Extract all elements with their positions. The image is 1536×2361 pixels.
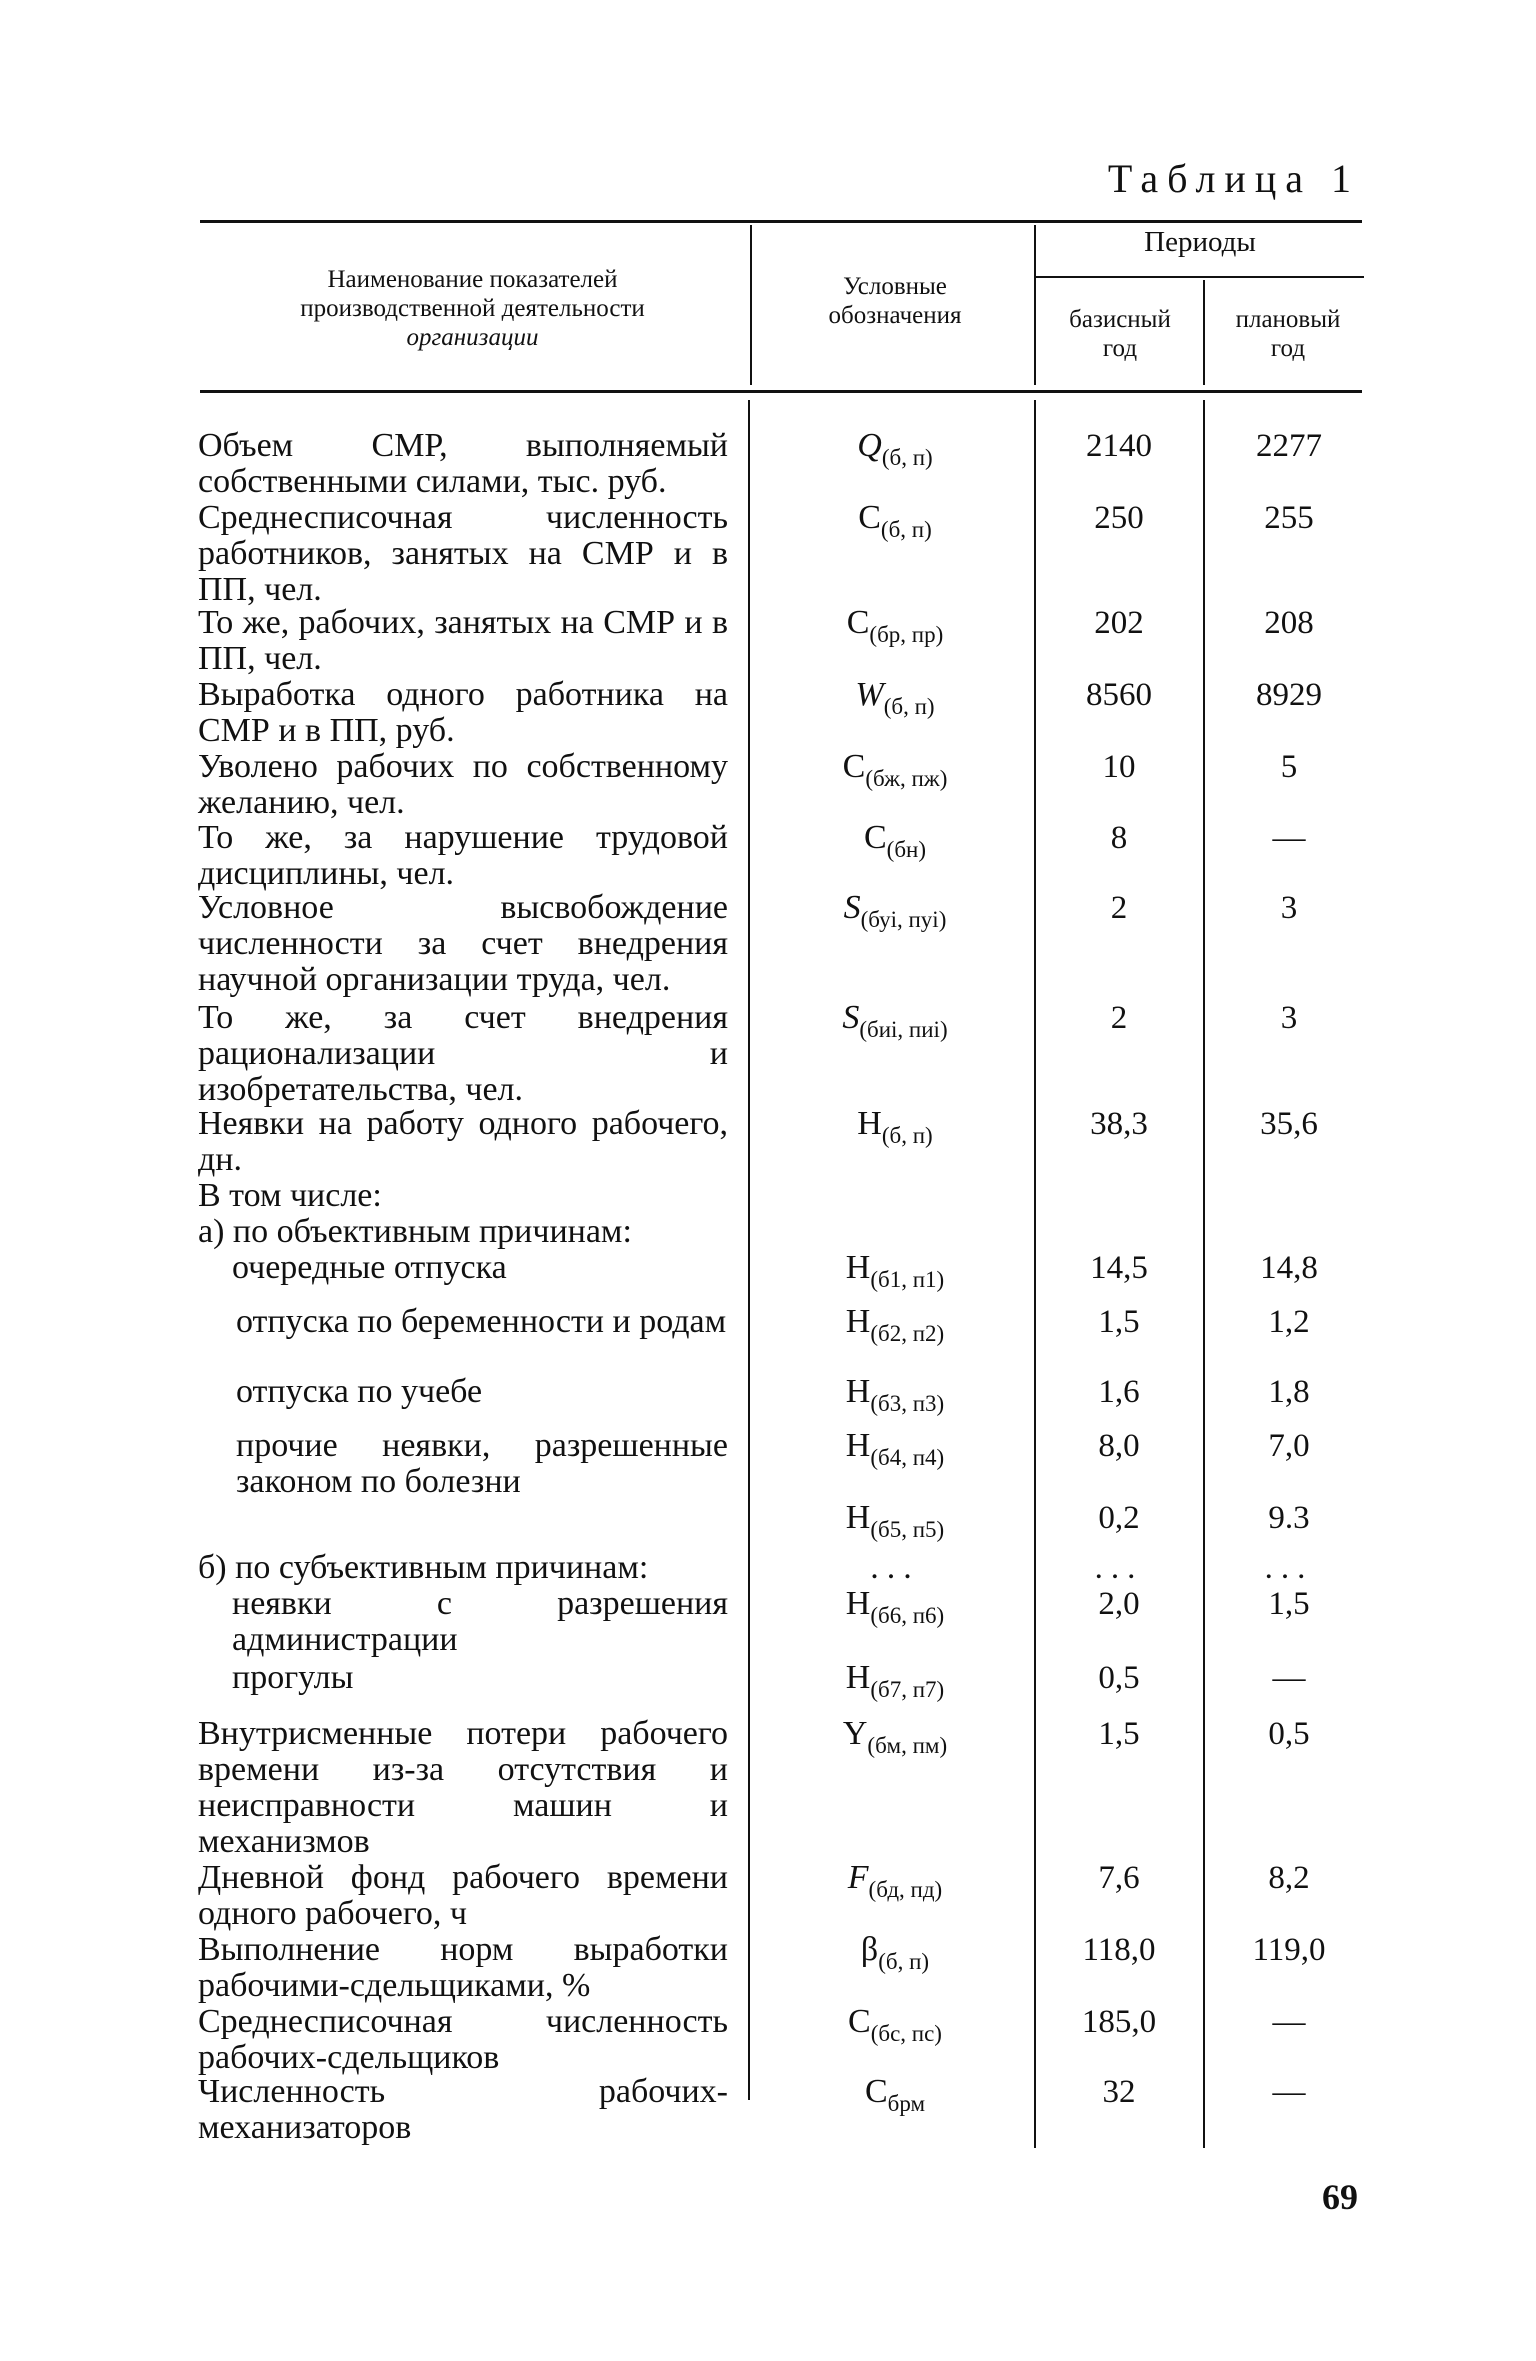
header-plan-year — [1208, 305, 1368, 363]
row-symbol — [760, 2074, 1030, 2122]
row-indicator-name: Выполнение норм выработки рабочими-сдельщиками, % — [198, 1931, 728, 2004]
symbol-letter: С — [863, 819, 887, 856]
row-plan-value: 119,0 — [1252, 1932, 1326, 1968]
row-base-value: 1,5 — [1098, 1304, 1140, 1340]
header-symbols-line-1: Условные — [843, 273, 947, 300]
row-indicator-name: То же, за счет внедрения рационализации и изобретательства, чел. — [198, 999, 728, 1108]
row-indicator-name: Среднесписочная численность рабочих-сдельщиков — [198, 2003, 728, 2076]
row-symbol — [760, 677, 1030, 725]
base-ellipsis: ... — [1094, 1550, 1144, 1586]
header-plan-line-2: год — [1270, 335, 1306, 362]
row-indicator-name: Дневной фонд рабочего времени одного рабочего, ч — [198, 1859, 728, 1932]
symbol-subscript: (бс, пс) — [870, 2021, 942, 2046]
header-name-line-3: организации — [406, 324, 539, 351]
symbol-subscript: (буi, пуi) — [860, 907, 947, 932]
row-indicator-name: То же, за нарушение трудовой дисциплины, чел. — [198, 819, 728, 892]
row-symbol — [760, 1304, 1030, 1352]
symbol-letter: С — [842, 748, 866, 785]
symbol-subscript: (бж, пж) — [865, 766, 948, 791]
row-base-value: 2 — [1110, 1000, 1128, 1036]
symbol-letter: С — [846, 604, 870, 641]
symbol-letter: С — [858, 499, 881, 536]
header-periods: Периоды — [1144, 226, 1256, 258]
row-plan-value: — — [1272, 820, 1306, 856]
row-indicator-name: Условное высвобождение численности за счет внедрения научной организации труда, чел. — [198, 889, 728, 998]
row-symbol — [760, 1932, 1030, 1980]
symbol-subscript: (б7, п7) — [870, 1677, 945, 1702]
row-section-label: В том числе: — [198, 1177, 382, 1214]
row-indicator-name: Выработка одного работника на СМР и в ПП, руб. — [198, 676, 728, 749]
row-base-value: 118,0 — [1082, 1932, 1156, 1968]
symbol-letter: Н — [845, 1585, 871, 1622]
row-symbol — [760, 1106, 1030, 1154]
row-symbol — [760, 1000, 1030, 1048]
symbol-subscript: брм — [887, 2091, 926, 2116]
row-plan-value: — — [1272, 1660, 1306, 1696]
row-indicator-name: неявки с разрешения администрации — [232, 1585, 728, 1658]
row-plan-value: — — [1272, 2074, 1306, 2110]
row-plan-value: 208 — [1264, 605, 1314, 641]
row-plan-value: 5 — [1280, 749, 1298, 785]
symbol-subscript: (б, п) — [881, 1123, 933, 1148]
top-rule — [200, 220, 1362, 223]
row-symbol — [760, 890, 1030, 938]
table-title: Таблица 1 — [1107, 156, 1360, 201]
header-base-year — [1035, 305, 1205, 363]
row-base-value: 202 — [1094, 605, 1144, 641]
row-section-label: б) по субъективным причинам: — [198, 1549, 649, 1586]
row-plan-value: 14,8 — [1260, 1250, 1318, 1286]
symbol-ellipsis: ... — [870, 1549, 920, 1586]
row-plan-value: 1,8 — [1268, 1374, 1310, 1410]
symbol-subscript: (б, п) — [883, 694, 935, 719]
symbol-letter: Н — [845, 1499, 871, 1536]
symbol-subscript: (бд, пд) — [868, 1877, 943, 1902]
header-symbols-line-2: обозначения — [828, 302, 962, 329]
row-base-value: 0,5 — [1098, 1660, 1140, 1696]
header-plan-line-1: плановый — [1235, 306, 1341, 333]
row-symbol — [760, 1716, 1030, 1764]
row-plan-value: 255 — [1264, 500, 1314, 536]
symbol-letter: Н — [845, 1373, 871, 1410]
symbol-subscript: (б, п) — [881, 445, 933, 470]
symbol-letter: Y — [842, 1715, 868, 1752]
header-name-line-2: производственной деятельности — [300, 295, 645, 322]
row-symbol — [760, 1500, 1030, 1548]
row-base-value: 1,5 — [1098, 1716, 1140, 1752]
symbol-subscript: (биi, пиi) — [859, 1017, 948, 1042]
row-base-value: 2 — [1110, 890, 1128, 926]
row-symbol — [760, 820, 1030, 868]
symbol-subscript: (б6, п6) — [870, 1603, 945, 1628]
symbol-subscript: (б, п) — [880, 517, 932, 542]
row-base-value: 2140 — [1086, 428, 1152, 464]
row-indicator-name: Объем СМР, выполняемый собственными силами, тыс. руб. — [198, 427, 728, 500]
symbol-letter: Н — [845, 1303, 871, 1340]
row-base-value: 38,3 — [1090, 1106, 1148, 1142]
row-plan-value: 1,2 — [1268, 1304, 1310, 1340]
symbol-letter: С — [848, 2003, 871, 2040]
page-number: 69 — [1322, 2177, 1358, 2217]
row-section-label: а) по объективным причинам: — [198, 1213, 632, 1250]
row-base-value: 7,6 — [1098, 1860, 1140, 1896]
symbol-letter: Q — [857, 427, 882, 464]
symbol-subscript: (б3, п3) — [870, 1391, 945, 1416]
row-symbol — [760, 1860, 1030, 1908]
row-plan-value: 3 — [1280, 1000, 1298, 1036]
header-base-line-1: базисный — [1069, 306, 1171, 333]
row-plan-value: 9.3 — [1268, 1500, 1310, 1536]
symbol-letter: Н — [845, 1427, 871, 1464]
symbol-subscript: (б2, п2) — [870, 1321, 945, 1346]
row-symbol — [760, 749, 1030, 797]
symbol-subscript: (б5, п5) — [870, 1517, 945, 1542]
row-indicator-name: отпуска по учебе — [236, 1373, 483, 1410]
row-indicator-name: Неявки на работу одного рабочего, дн. — [198, 1105, 728, 1178]
row-symbol — [760, 1428, 1030, 1476]
body-divider-3 — [1203, 400, 1205, 2148]
row-plan-value: — — [1272, 2004, 1306, 2040]
row-symbol — [760, 1374, 1030, 1422]
row-plan-value: 7,0 — [1268, 1428, 1310, 1464]
symbol-letter: β — [860, 1931, 879, 1968]
row-symbol — [760, 1250, 1030, 1298]
row-plan-value: 2277 — [1256, 428, 1322, 464]
row-base-value: 0,2 — [1098, 1500, 1140, 1536]
row-symbol — [760, 1660, 1030, 1708]
header-bottom-rule — [200, 390, 1362, 393]
symbol-letter: Н — [857, 1105, 882, 1142]
symbol-subscript: (б1, п1) — [870, 1267, 945, 1292]
row-plan-value: 1,5 — [1268, 1586, 1310, 1622]
row-base-value: 8560 — [1086, 677, 1152, 713]
row-base-value: 14,5 — [1090, 1250, 1148, 1286]
row-indicator-name: Уволено рабочих по собственному желанию, чел. — [198, 748, 728, 821]
row-indicator-name: очередные отпуска — [232, 1249, 507, 1286]
row-indicator-name: Внутрисменные потери рабочего времени из-за отсутствия и неисправности машин и механизмов — [198, 1715, 728, 1860]
body-divider-1 — [748, 400, 750, 2100]
row-base-value: 1,6 — [1098, 1374, 1140, 1410]
header-symbols — [760, 272, 1030, 330]
row-indicator-name: Среднесписочная численность работников, занятых на СМР и в ПП, чел. — [198, 499, 728, 608]
row-base-value: 2,0 — [1098, 1586, 1140, 1622]
symbol-letter: Н — [845, 1249, 871, 1286]
row-symbol — [760, 1586, 1030, 1634]
symbol-subscript: (бр, пр) — [869, 622, 944, 647]
symbol-letter: F — [847, 1859, 869, 1896]
row-symbol — [760, 500, 1030, 548]
row-base-value: 8 — [1110, 820, 1128, 856]
header-base-line-2: год — [1102, 335, 1138, 362]
row-base-value: 32 — [1102, 2074, 1136, 2110]
row-indicator-name: прогулы — [232, 1659, 354, 1696]
row-indicator-name: отпуска по беременности и родам — [236, 1303, 727, 1340]
plan-ellipsis: ... — [1264, 1550, 1314, 1586]
row-plan-value: 8,2 — [1268, 1860, 1310, 1896]
symbol-letter: S — [843, 889, 861, 926]
symbol-letter: S — [842, 999, 860, 1036]
row-indicator-name: То же, рабочих, занятых на СМР и в ПП, чел. — [198, 604, 728, 677]
symbol-letter: W — [855, 676, 884, 713]
symbol-subscript: (б, п) — [878, 1949, 930, 1974]
row-plan-value: 3 — [1280, 890, 1298, 926]
row-plan-value: 8929 — [1256, 677, 1322, 713]
symbol-letter: Н — [845, 1659, 871, 1696]
row-base-value: 185,0 — [1081, 2004, 1157, 2040]
row-symbol — [760, 428, 1030, 476]
row-base-value: 10 — [1102, 749, 1136, 785]
symbol-letter: С — [864, 2073, 888, 2110]
symbol-subscript: (бм, пм) — [867, 1733, 948, 1758]
symbol-subscript: (б4, п4) — [870, 1445, 945, 1470]
row-symbol — [760, 605, 1030, 653]
header-name-line-1: Наименование показателей — [327, 266, 618, 293]
column-divider-1 — [750, 225, 752, 385]
periods-rule — [1036, 276, 1364, 278]
row-indicator-name: прочие неявки, разрешенные законом по болезни — [236, 1427, 728, 1500]
row-indicator-name: Численность рабочих-механизаторов — [198, 2073, 728, 2146]
row-symbol — [760, 2004, 1030, 2052]
header-indicator-name — [205, 265, 740, 352]
row-base-value: 250 — [1094, 500, 1144, 536]
row-plan-value: 35,6 — [1260, 1106, 1318, 1142]
row-plan-value: 0,5 — [1268, 1716, 1310, 1752]
row-base-value: 8,0 — [1098, 1428, 1140, 1464]
symbol-subscript: (бн) — [886, 837, 927, 862]
